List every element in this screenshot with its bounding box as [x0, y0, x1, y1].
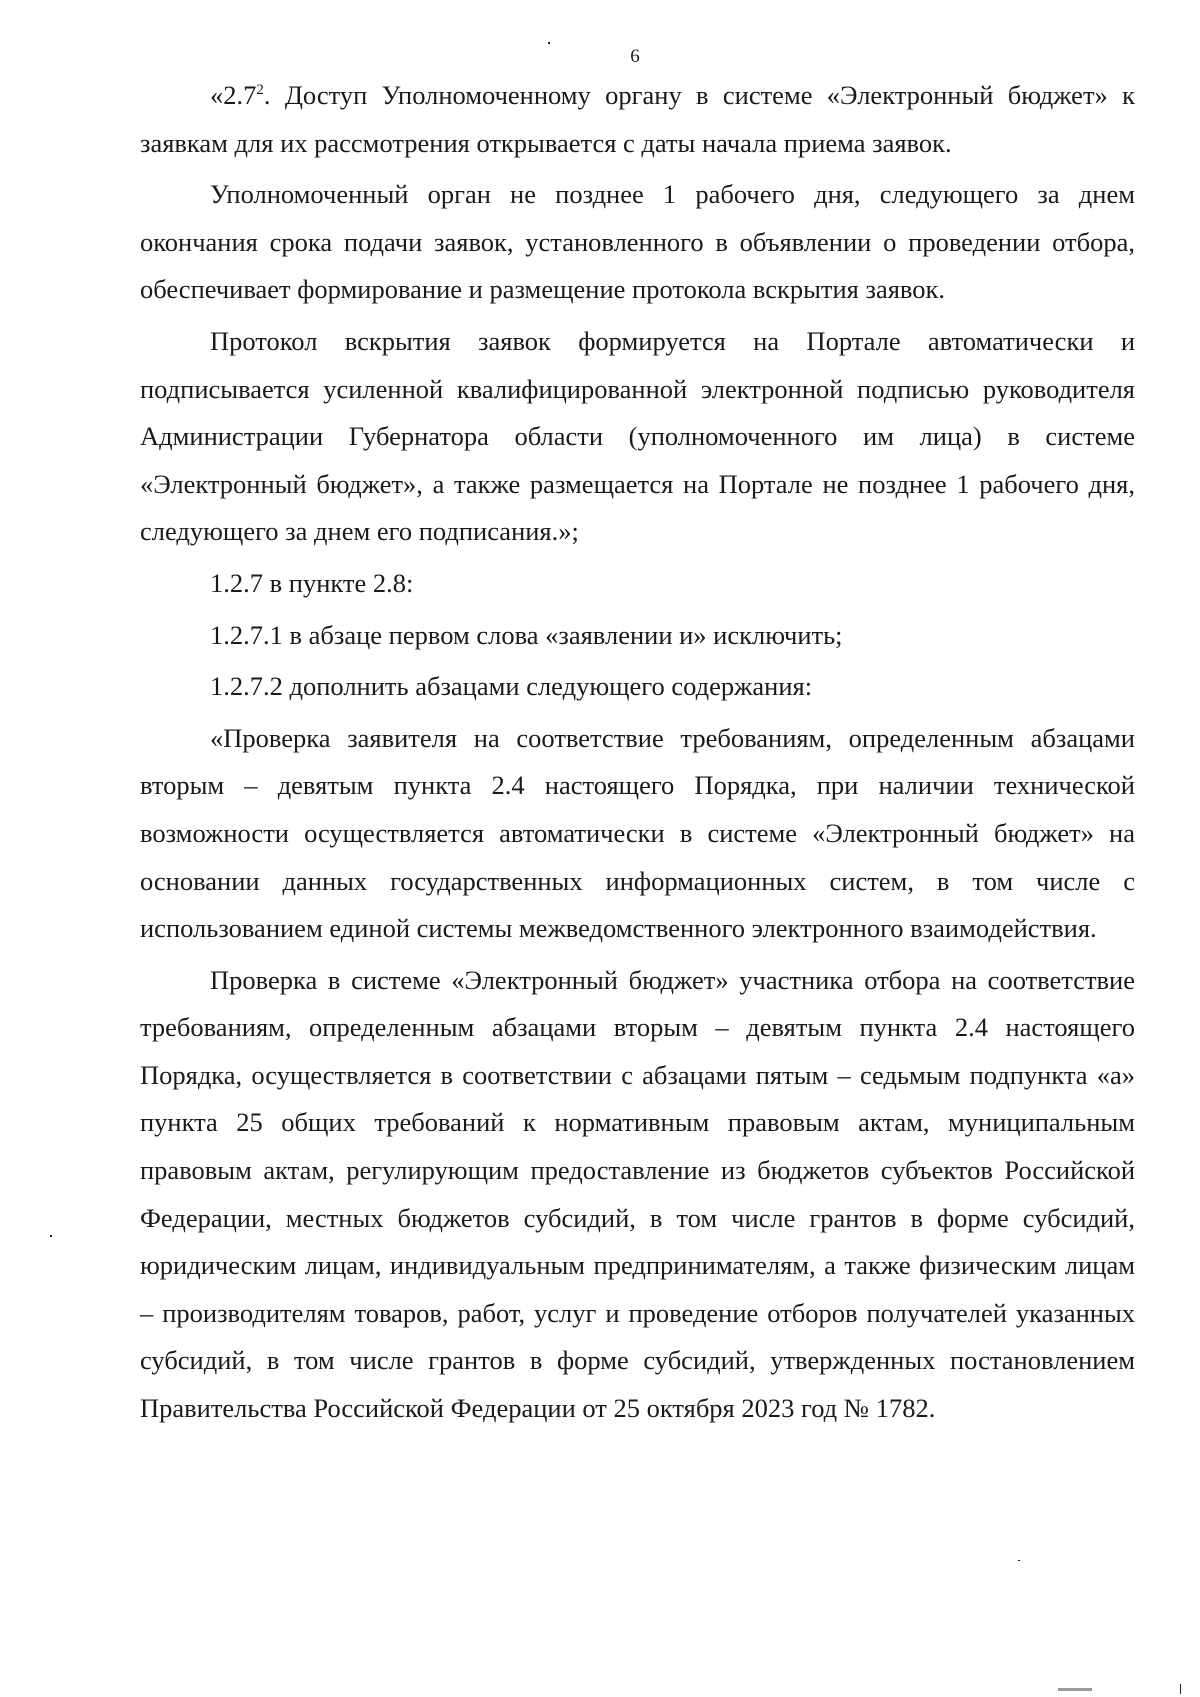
paragraph-1-2-7: 1.2.7 в пункте 2.8: — [210, 567, 414, 598]
clause-number: «2.7 — [210, 80, 257, 110]
paragraph-text: . Доступ Уполномоченному органу в системе «Электронный бюджет» к заявкам для их рассмотрения открывается с даты начала приема заявок. — [140, 80, 1135, 158]
scan-speck — [50, 1235, 52, 1237]
scan-edge-mark — [1180, 1684, 1181, 1694]
document-body — [140, 72, 1135, 1433]
clause-superscript: 2 — [256, 82, 264, 99]
paragraph-2-7-2 — [140, 72, 1135, 167]
paragraph-protocol-formation: Уполномоченный орган не позднее 1 рабочего дня, следующего за днем окончания срока подачи заявок, установленного в объявлении о проведении отбора, обеспечивает формирование и размещение протокола вскрытия заявок. — [140, 179, 1135, 305]
scan-speck — [1018, 1560, 1020, 1561]
paragraph-participant-check: Проверка в системе «Электронный бюджет» участника отбора на соответствие требованиям, определенным абзацами вторым – девятым пункта 2.4 настоящего Порядка, осуществляется в соответствии с абзацами пятым – седьмым подпункта «а» пункта 25 общих требований к нормативным правовым актам, муниципальным правовым актам, регулирующим предоставление из бюджетов субъектов Российской Федерации, местных бюджетов субсидий, в том числе грантов в форме субсидий, юридическим лицам, индивидуальным предпринимателям, а также физическим лицам – производителям товаров, работ, услуг и проведение отборов получателей указанных субсидий, в том числе грантов в форме субсидий, утвержденных постановлением Правительства Российской Федерации от 25 октября 2023 год № 1782. — [140, 964, 1135, 1424]
paragraph-1-2-7-2: 1.2.7.2 дополнить абзацами следующего содержания: — [210, 671, 813, 702]
scan-speck — [548, 42, 550, 44]
paragraph-applicant-check: «Проверка заявителя на соответствие требованиям, определенным абзацами вторым – девятым пункта 2.4 настоящего Порядка, при наличии технической возможности осуществляется автоматически в системе «Электронный бюджет» на основании данных государственных информационных систем, в том числе с использованием единой системы межведомственного электронного взаимодействия. — [140, 722, 1135, 944]
scan-edge-mark — [1058, 1688, 1092, 1691]
page-number: 6 — [630, 46, 640, 67]
paragraph-protocol-signing: Протокол вскрытия заявок формируется на Портале автоматически и подписывается усиленной квалифицированной электронной подписью руководителя Администрации Губернатора области (уполномоченного им лица) в системе «Электронный бюджет», а также размещается на Портале не позднее 1 рабочего дня, следующего за днем его подписания.»; — [140, 325, 1135, 547]
paragraph-1-2-7-1: 1.2.7.1 в абзаце первом слова «заявлении и» исключить; — [210, 619, 843, 650]
